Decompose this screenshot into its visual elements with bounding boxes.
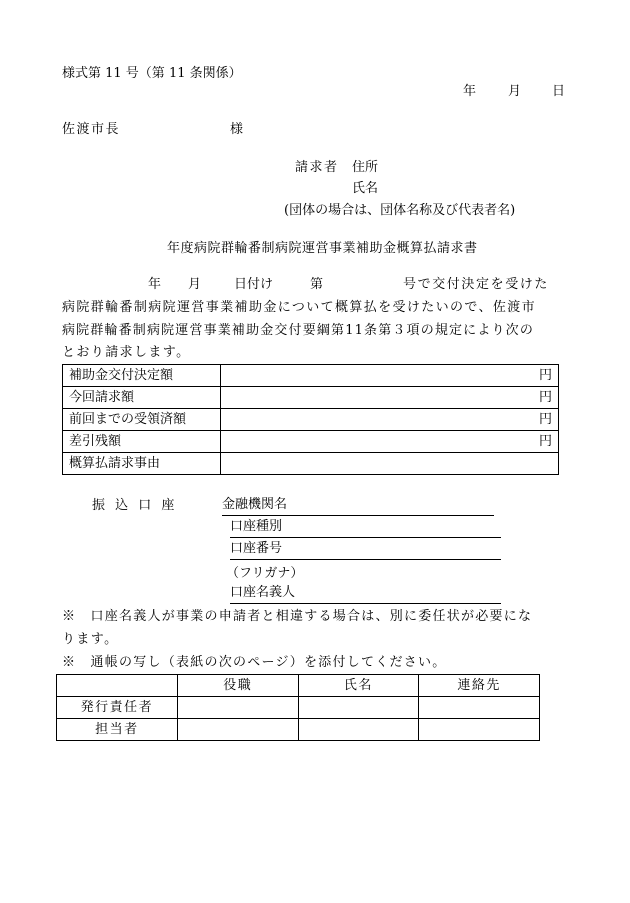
amount-table [62,364,559,475]
contact-header-position: 役職 [177,675,298,697]
amount-row-label: 概算払請求事由 [63,453,221,475]
contact-row-label: 発行責任者 [57,697,178,719]
addressee-honorific: 様 [230,122,244,137]
bank-account-type-field[interactable]: 口座種別 [230,519,501,538]
contact-header-blank [57,675,178,697]
amount-row-unit[interactable]: 円 [220,431,558,453]
table-row [63,431,559,453]
body-dai: 第 [310,277,324,292]
table-row [57,719,540,741]
contact-table [56,674,540,741]
table-row [63,409,559,431]
bank-account-holder-field[interactable]: 口座名義人 [230,585,501,604]
body-year: 年 [148,277,162,292]
amount-row-unit[interactable] [220,453,558,475]
amount-row-unit[interactable]: 円 [220,365,558,387]
contact-cell[interactable] [298,697,419,719]
table-row [63,365,559,387]
body-line3: 病院群輪番制病院運営事業補助金交付要綱第11条第３項の規定により次の [62,323,534,338]
table-header-row [57,675,540,697]
contact-header-contact: 連絡先 [419,675,540,697]
amount-row-unit[interactable]: 円 [220,409,558,431]
table-row [63,453,559,475]
body-line1-tail: 号で交付決定を受けた [403,277,550,292]
contact-cell[interactable] [419,719,540,741]
body-month: 月 [188,277,202,292]
date-day-label: 日 [552,84,566,99]
table-row [57,697,540,719]
amount-row-label: 差引残額 [63,431,221,453]
addressee-title: 佐渡市長 [62,122,121,137]
bank-account-number-field[interactable]: 口座番号 [230,541,501,560]
note-power-of-attorney-cont: ります。 [62,632,119,647]
contact-header-name: 氏名 [298,675,419,697]
group-note: (団体の場合は、団体名称及び代表者名) [284,203,516,218]
date-month-label: 月 [508,84,522,99]
body-line4: とおり請求します。 [62,345,191,360]
body-day-dated: 日付け [234,277,274,292]
form-number: 様式第 11 号（第 11 条関係） [62,66,242,81]
date-year-label: 年 [463,84,477,99]
contact-cell[interactable] [177,697,298,719]
amount-row-label: 今回請求額 [63,387,221,409]
note-power-of-attorney: ※ 口座名義人が事業の申請者と相違する場合は、別に委任状が必要にな [62,609,533,624]
bank-furigana-label: （フリガナ） [226,566,304,581]
body-line2: 病院群輪番制病院運営事業補助金について概算払を受けたいので、佐渡市 [62,300,537,315]
table-row [63,387,559,409]
contact-cell[interactable] [298,719,419,741]
contact-row-label: 担当者 [57,719,178,741]
contact-cell[interactable] [177,719,298,741]
bank-institution-field[interactable]: 金融機関名 [222,497,494,516]
amount-row-label: 前回までの受領済額 [63,409,221,431]
address-label: 住所 [352,160,379,175]
amount-row-unit[interactable]: 円 [220,387,558,409]
name-label: 氏名 [352,181,379,196]
bank-heading: 振 込 口 座 [92,498,178,513]
amount-row-label: 補助金交付決定額 [63,365,221,387]
note-passbook-copy: ※ 通帳の写し（表紙の次のページ）を添付してください。 [62,655,447,670]
applicant-role: 請求者 [295,160,339,175]
document-title: 年度病院群輪番制病院運営事業補助金概算払請求書 [167,241,478,256]
contact-cell[interactable] [419,697,540,719]
